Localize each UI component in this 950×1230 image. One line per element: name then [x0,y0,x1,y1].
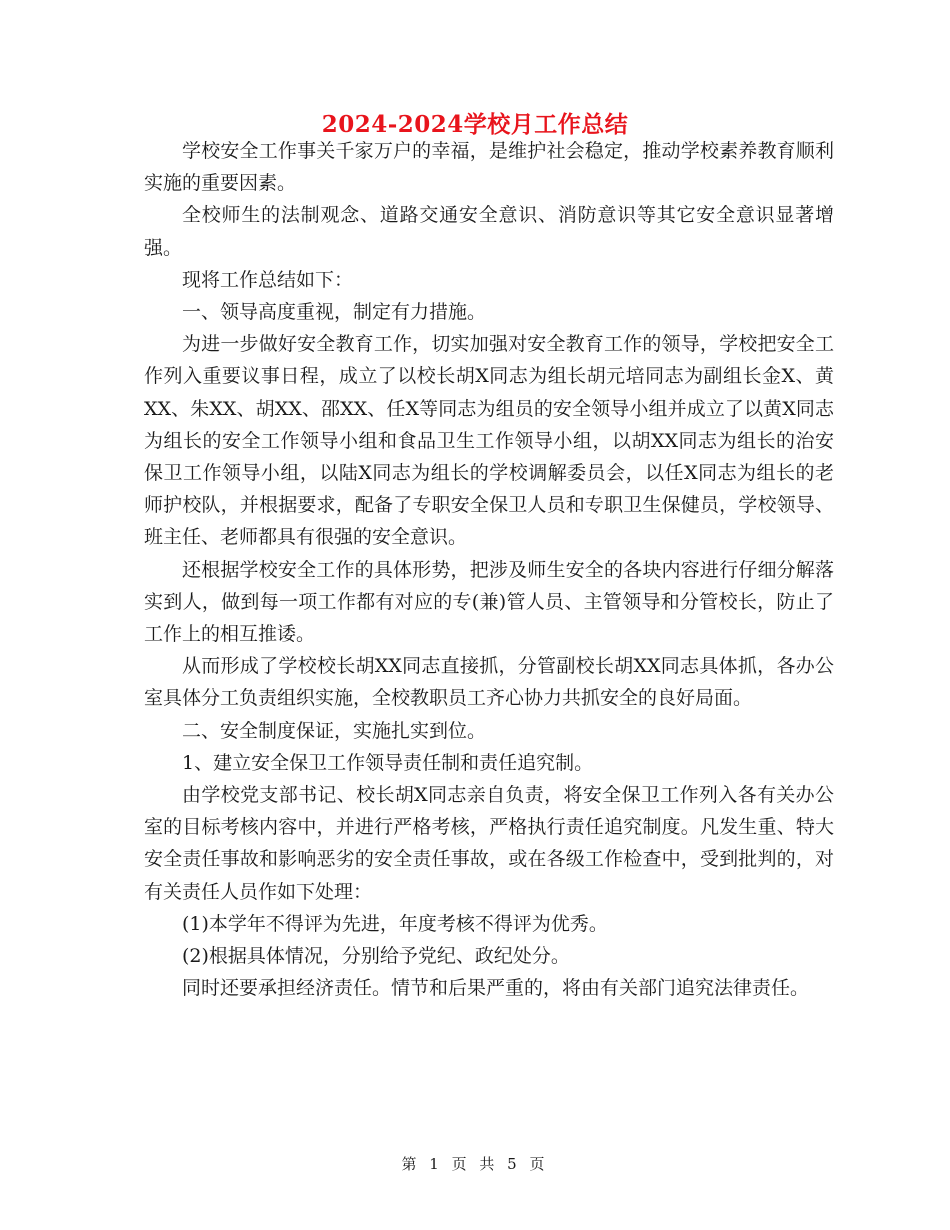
section-heading-2: 二、安全制度保证，实施扎实到位。 [182,719,487,742]
document-title: 2024-2024学校月工作总结 [321,111,629,138]
paragraph-1: 学校安全工作事关千家万户的幸福，是维护社会稳定，推动学校素养教育顺利实施的重要因素。 [144,140,834,195]
paragraph-8: 同时还要承担经济责任。情节和后果严重的，将由有关部门追究法律责任。 [182,977,810,1000]
paragraph-4: 为进一步做好安全教育工作，切实加强对安全教育工作的领导，学校把安全工作列入重要议事日程，成立了以校长胡X同志为组长胡元培同志为副组长金X、黄XX、朱XX、胡XX、邵XX、任X等同志为组员的安全领导小组并成立了以黄X同志为组长的安全工作领导小组和食品卫生工作领导小组，以胡XX同志为组长的治安保卫工作领导小组，以陆X同志为组长的学校调解委员会，以任X同志为组长的老师护校队，并根据要求，配备了专职安全保卫人员和专职卫生保健员，学校领导、班主任、老师都具有很强的安全意识。 [144,333,834,549]
paragraph-2: 全校师生的法制观念、道路交通安全意识、消防意识等其它安全意识显著增强。 [144,204,834,259]
paragraph-5: 还根据学校安全工作的具体形势，把涉及师生安全的各块内容进行仔细分解落实到人，做到每一项工作都有对应的专(兼)管人员、主管领导和分管校长，防止了工作上的相互推诿。 [144,558,834,646]
paragraph-6: 从而形成了学校校长胡XX同志直接抓，分管副校长胡XX同志具体抓，各办公室具体分工负责组织实施，全校教职员工齐心协力共抓安全的良好局面。 [144,655,834,710]
list-item-1: (1)本学年不得评为先进，年度考核不得评为优秀。 [182,912,608,935]
document-body [144,135,834,1004]
subsection-heading-1: 1、建立安全保卫工作领导责任制和责任追究制。 [182,751,594,774]
paragraph-3: 现将工作总结如下： [182,268,354,291]
section-heading-1: 一、领导高度重视，制定有力措施。 [182,301,487,324]
page-footer: 第 1 页 共 5 页 [401,1155,549,1173]
list-item-2: (2)根据具体情况，分别给予党纪、政纪处分。 [182,945,570,968]
paragraph-7: 由学校党支部书记、校长胡X同志亲自负责，将安全保卫工作列入各有关办公室的目标考核内容中，并进行严格考核，严格执行责任追究制度。凡发生重、特大安全责任事故和影响恶劣的安全责任事故，或在各级工作检查中，受到批判的，对有关责任人员作如下处理： [144,784,834,903]
